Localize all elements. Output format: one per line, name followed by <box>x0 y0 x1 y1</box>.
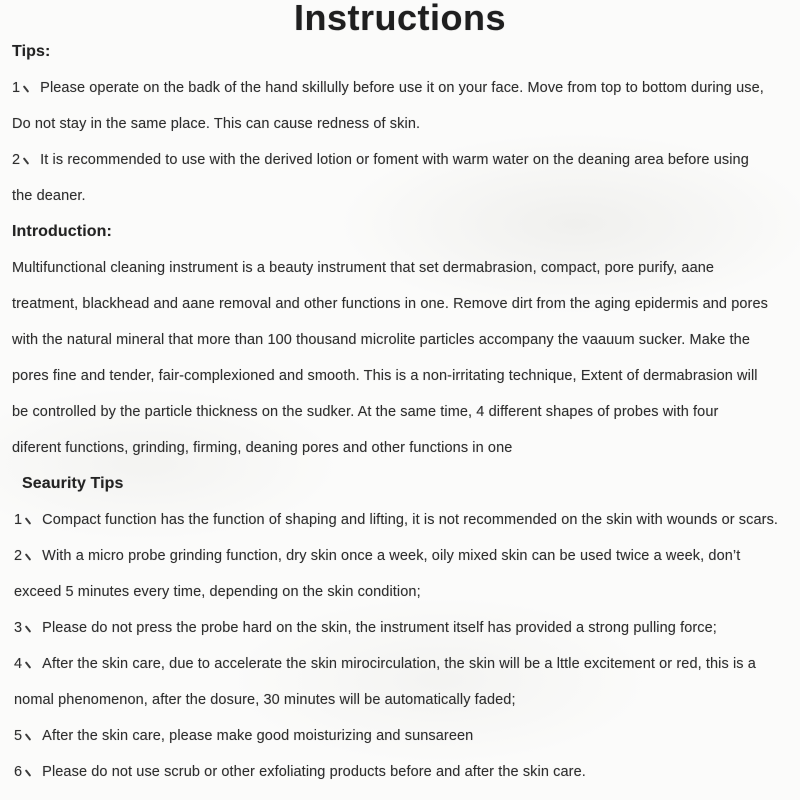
list-item-text: Please do not press the probe hard on the skin, the instrument itself has provided a strong pulling force; <box>42 620 717 636</box>
introduction-line-3: with the natural mineral that more than 100 thousand microlite particles accompany the vaauum sucker. Make the <box>12 332 750 348</box>
list-item-text: Please operate on the badk of the hand skillully before use it on your face. Move from top to bottom during use, <box>40 80 764 96</box>
security-item-5 <box>0 718 800 754</box>
tips-item-2-line-2: the deaner. <box>12 188 86 204</box>
list-number: 2 <box>12 152 21 168</box>
introduction-heading: Introduction: <box>12 223 112 240</box>
introduction-line-5: be controlled by the particle thickness on the sudker. At the same time, 4 different shapes of probes with four <box>12 404 719 420</box>
ideographic-comma-icon <box>25 769 32 777</box>
tips-item-1-line-2: Do not stay in the same place. This can cause redness of skin. <box>12 116 421 132</box>
ideographic-comma-icon <box>25 661 32 669</box>
security-item-3 <box>0 610 800 646</box>
tips-item-1-line-1 <box>0 70 800 106</box>
list-number: 4 <box>14 656 23 672</box>
ideographic-comma-icon <box>25 625 32 633</box>
list-number: 2 <box>14 548 23 564</box>
list-number: 5 <box>14 728 23 744</box>
list-number: 1 <box>12 80 21 96</box>
ideographic-comma-icon <box>25 517 32 525</box>
list-item-text: After the skin care, due to accelerate the skin mirocirculation, the skin will be a lttle excitement or red, this is a <box>42 656 756 672</box>
introduction-line-1: Multifunctional cleaning instrument is a beauty instrument that set dermabrasion, compact, pore purify, aane <box>12 260 715 276</box>
list-item-text: After the skin care, please make good moisturizing and sunsareen <box>42 728 474 744</box>
security-item-1 <box>0 502 800 538</box>
security-item-4-line-1 <box>0 646 800 682</box>
list-item-text: Please do not use scrub or other exfoliating products before and after the skin care. <box>42 764 586 780</box>
page-title: Instructions <box>293 0 506 38</box>
ideographic-comma-icon <box>25 553 32 561</box>
security-item-2-line-2: exceed 5 minutes every time, depending on the skin condition; <box>14 584 421 600</box>
security-tips-heading: Seaurity Tips <box>22 475 124 492</box>
security-item-2-line-1 <box>0 538 800 574</box>
security-item-6 <box>0 754 800 790</box>
list-item-text: Compact function has the function of shaping and lifting, it is not recommended on the skin with wounds or scars. <box>42 512 779 528</box>
introduction-line-4: pores fine and tender, fair-complexioned and smooth. This is a non-irritating technique, Extent of dermabrasion will <box>12 368 758 384</box>
security-item-4-line-2: nomal phenomenon, after the dosure, 30 minutes will be automatically faded; <box>14 692 516 708</box>
ideographic-comma-icon <box>23 85 30 93</box>
ideographic-comma-icon <box>25 733 32 741</box>
list-number: 6 <box>14 764 23 780</box>
ideographic-comma-icon <box>23 157 30 165</box>
list-item-text: It is recommended to use with the derived lotion or foment with warm water on the deaning area before using <box>40 152 749 168</box>
introduction-line-2: treatment, blackhead and aane removal and other functions in one. Remove dirt from the aging epidermis and pores <box>12 296 768 312</box>
list-item-text: With a micro probe grinding function, dry skin once a week, oily mixed skin can be used twice a week, don’t <box>42 548 741 564</box>
introduction-line-6: diferent functions, grinding, firming, deaning pores and other functions in one <box>12 440 513 456</box>
tips-heading: Tips: <box>12 43 51 60</box>
list-number: 3 <box>14 620 23 636</box>
list-number: 1 <box>14 512 23 528</box>
tips-item-2-line-1 <box>0 142 800 178</box>
